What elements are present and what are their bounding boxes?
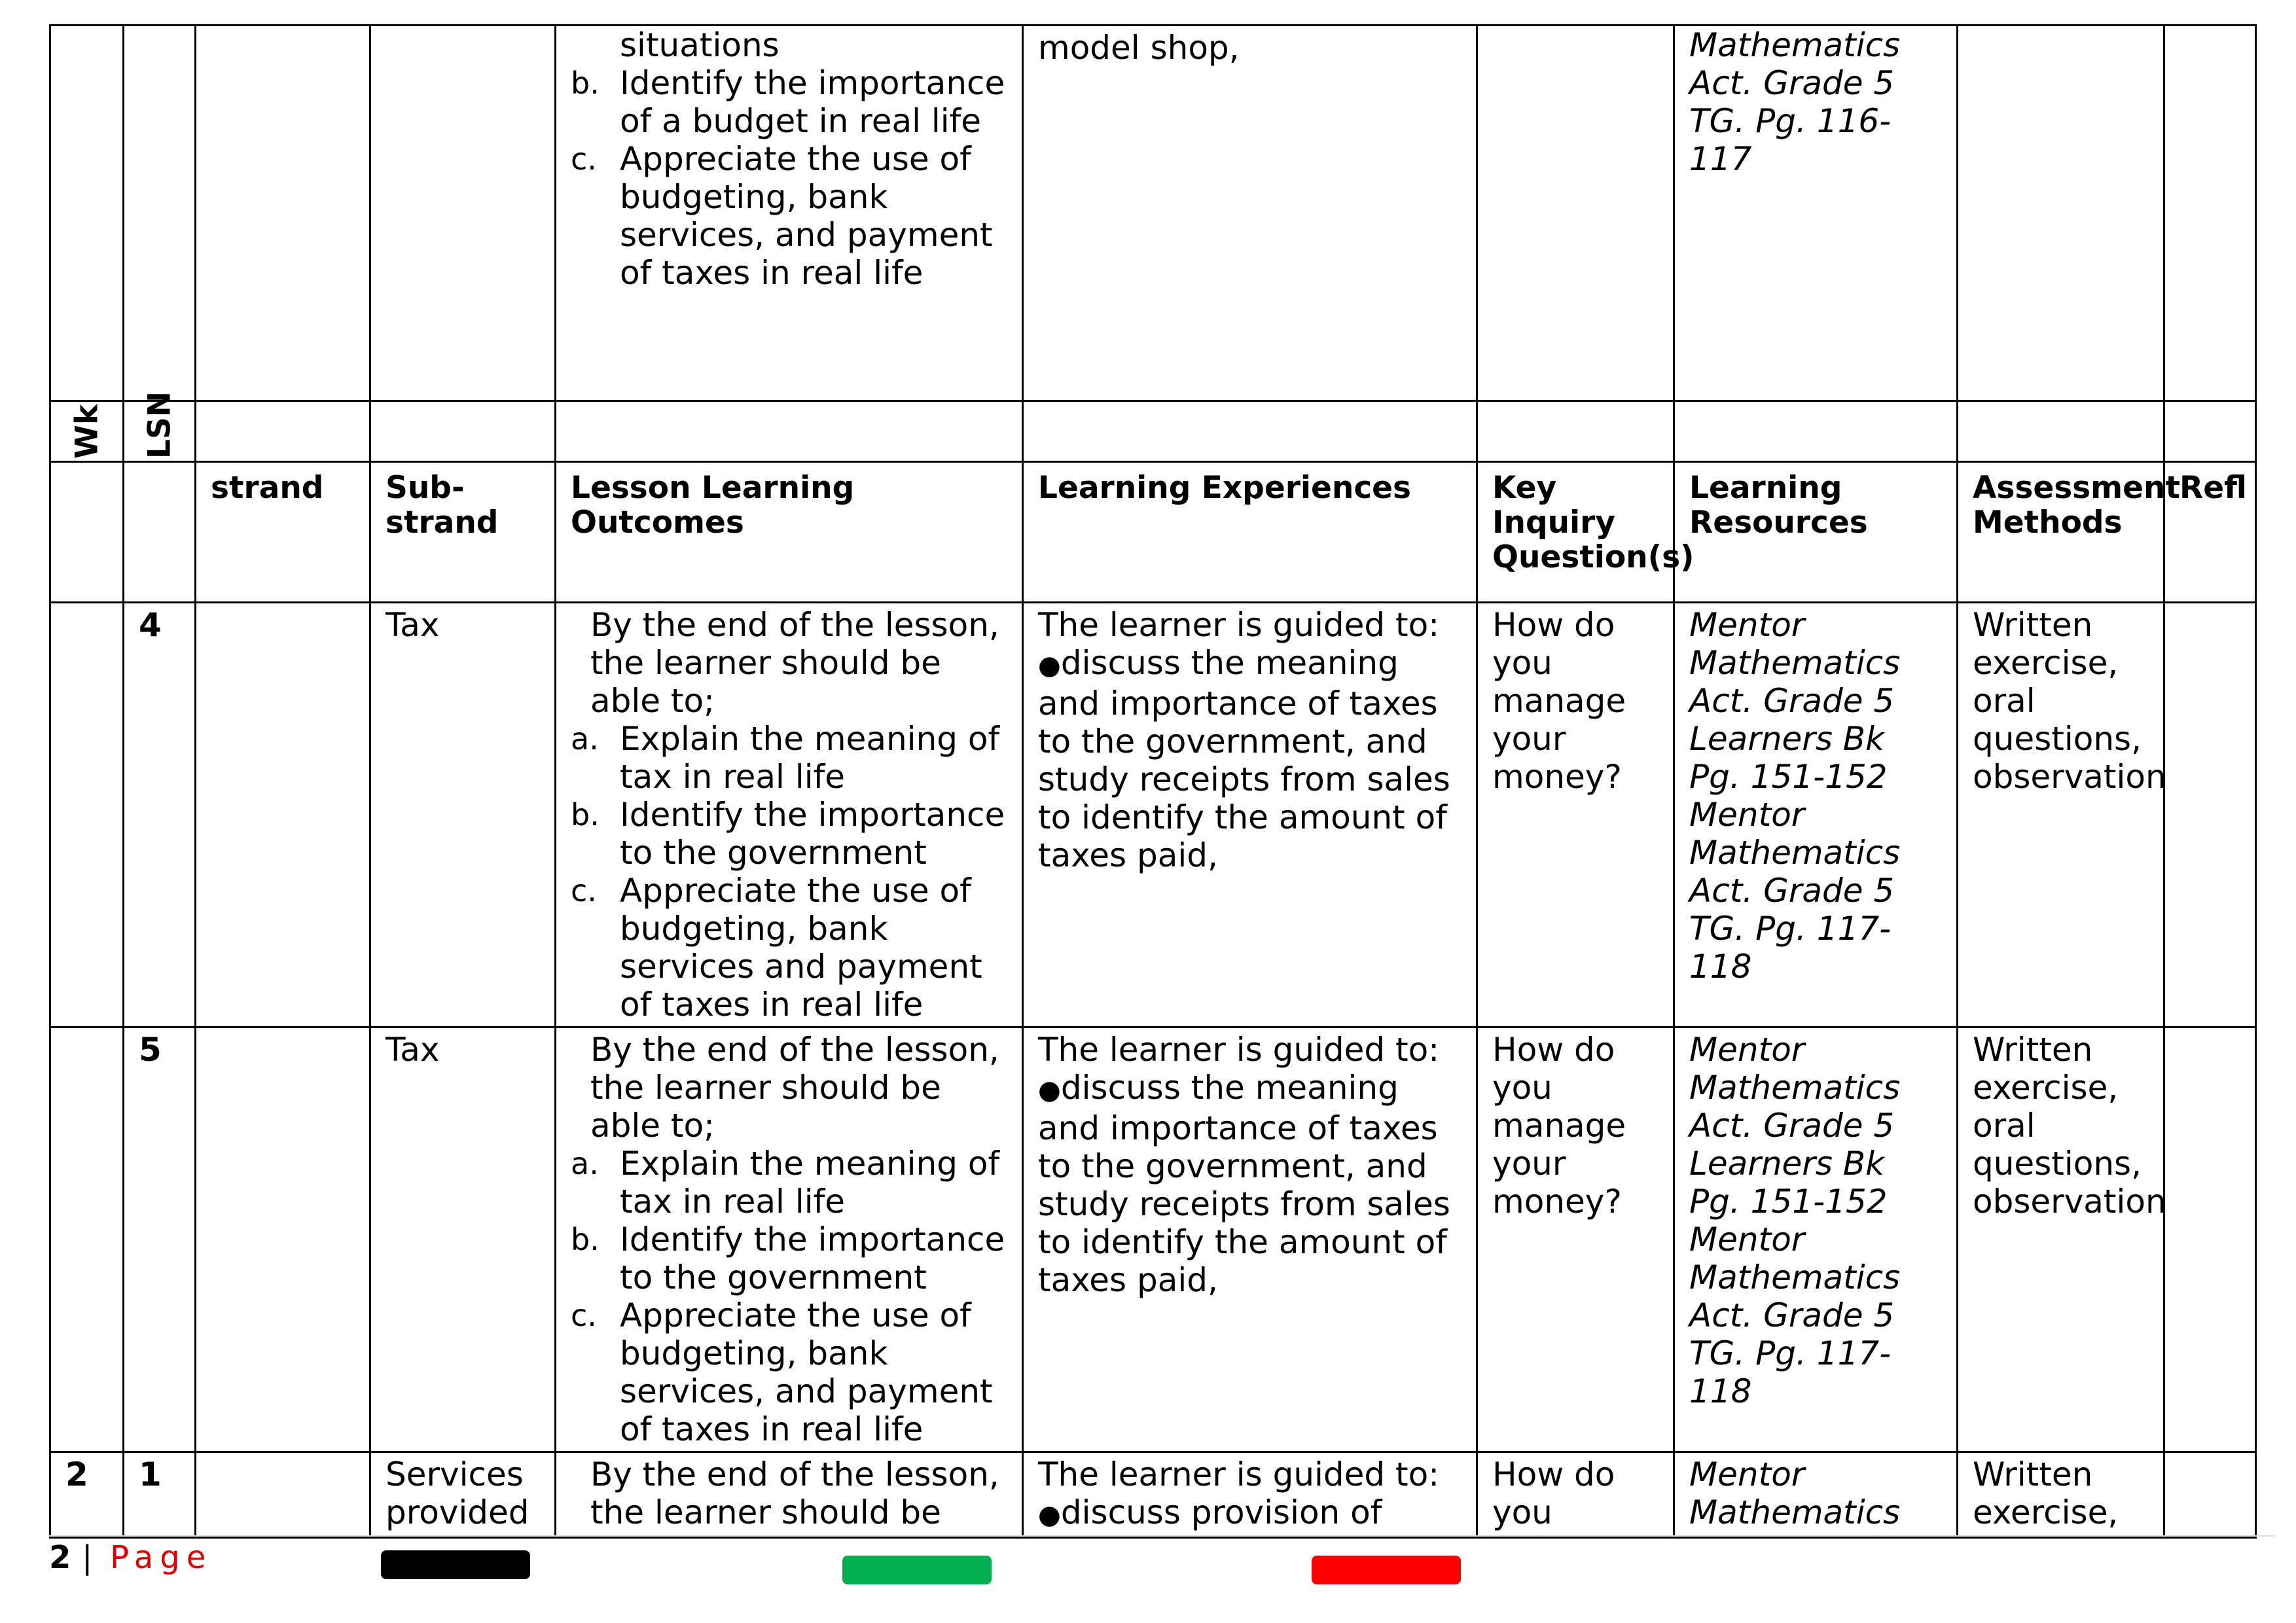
bullet-icon	[1038, 1493, 1061, 1531]
outcomes-cell	[556, 1027, 1023, 1452]
outcome-list	[571, 64, 1009, 292]
green-marker-swatch	[842, 1556, 992, 1584]
spacer-row	[50, 401, 2256, 462]
header-row	[50, 462, 2256, 603]
reflection-cell	[2164, 1027, 2256, 1452]
experience-lead: The learner is guided to:	[1038, 1455, 1440, 1493]
outcome-list	[571, 1145, 1009, 1448]
assessment-cell: Written exercise, oral questions, observation	[1958, 603, 2164, 1027]
bullet-icon	[1038, 1069, 1061, 1107]
strand-cell	[196, 1027, 370, 1452]
experience-bullet: ● discuss the meaning and importance of taxes to the government, and study receipts from sales to identify the amount of taxes paid,	[1038, 1069, 1463, 1299]
header-resources: Learning Resources	[1674, 462, 1958, 603]
reflection-cell	[2164, 603, 2256, 1027]
experience-bullet: ● discuss the meaning and importance of taxes to the government, and study receipts from sales to identify the amount of taxes paid,	[1038, 644, 1463, 874]
footer-divider	[49, 1535, 2274, 1537]
inquiry-cell: How do you	[1477, 1452, 1674, 1538]
experiences-cell	[1023, 603, 1477, 1027]
outcome-item: c. Appreciate the use of budgeting, bank services, and payment of taxes in real life	[571, 1296, 993, 1448]
strand-cell	[196, 603, 370, 1027]
outcome-list	[571, 720, 1009, 1024]
outcomes-cell	[556, 26, 1023, 401]
lesson-number-cell: 1	[124, 1452, 196, 1538]
outcome-item: b. Identify the importance to the government	[571, 796, 1005, 872]
assessment-cell: Written exercise, oral questions, observation	[1958, 1027, 2164, 1452]
page-footer	[49, 1539, 212, 1576]
experiences-cell	[1023, 1452, 1477, 1538]
header-wk: Wk	[50, 462, 124, 603]
assessment-cell: Written exercise,	[1958, 1452, 2164, 1538]
header-experiences: Learning Experiences	[1023, 462, 1477, 603]
inquiry-cell: How do you manage your money?	[1477, 603, 1674, 1027]
outcome-item: b. Identify the importance of a budget in real life	[571, 64, 1005, 140]
outcome-item: b. Identify the importance to the government	[571, 1221, 1005, 1296]
week-cell: 2	[50, 1452, 124, 1538]
table-row	[50, 603, 2256, 1027]
outcome-item: a. Explain the meaning of tax in real life	[571, 1145, 1000, 1221]
lesson-number-cell: 5	[124, 1027, 196, 1452]
table-row	[50, 1027, 2256, 1452]
experience-lead: The learner is guided to:	[1038, 606, 1440, 644]
red-marker-swatch	[1312, 1556, 1461, 1584]
outcome-intro: By the end of the lesson, the learner should be	[590, 1455, 999, 1531]
page-separator: |	[82, 1539, 93, 1576]
experiences-cell: model shop,	[1023, 26, 1477, 401]
substrand-cell: Services provided	[370, 1452, 556, 1538]
resources-cell: Mathematics Act. Grade 5 TG. Pg. 116-117	[1674, 26, 1958, 401]
header-substrand: Sub-strand	[370, 462, 556, 603]
continuation-row	[50, 26, 2256, 401]
header-reflection: Refl	[2164, 462, 2256, 603]
experiences-cell	[1023, 1027, 1477, 1452]
week-cell	[50, 603, 124, 1027]
bullet-icon	[1038, 644, 1061, 682]
outcome-lead: situations	[620, 26, 780, 64]
week-cell	[50, 1027, 124, 1452]
resources-cell: Mentor Mathematics	[1674, 1452, 1958, 1538]
outcomes-cell	[556, 603, 1023, 1027]
header-lsn: LSN	[124, 462, 196, 603]
lesson-number-cell: 4	[124, 603, 196, 1027]
outcomes-cell	[556, 1452, 1023, 1538]
page-number: 2	[49, 1539, 71, 1576]
outcome-intro: By the end of the lesson, the learner should be able to;	[590, 606, 999, 720]
header-strand: strand	[196, 462, 370, 603]
outcome-item: a. Explain the meaning of tax in real life	[571, 720, 1000, 796]
table-row	[50, 1452, 2256, 1538]
outcome-intro: By the end of the lesson, the learner should be able to;	[590, 1031, 999, 1145]
experience-lead: The learner is guided to:	[1038, 1031, 1440, 1069]
header-assessment: Assessment Methods	[1958, 462, 2164, 603]
substrand-cell: Tax	[370, 1027, 556, 1452]
substrand-cell: Tax	[370, 603, 556, 1027]
header-outcomes: Lesson Learning Outcomes	[556, 462, 1023, 603]
outcome-item: c. Appreciate the use of budgeting, bank services and payment of taxes in real life	[571, 872, 982, 1024]
black-marker-swatch	[381, 1550, 530, 1579]
resources-cell: Mentor Mathematics Act. Grade 5 Learners Bk Pg. 151-152 Mentor Mathematics Act. Grade 5 TG. Pg. 117-118	[1674, 603, 1958, 1027]
inquiry-cell: How do you manage your money?	[1477, 1027, 1674, 1452]
header-inquiry: Key Inquiry Question(s)	[1477, 462, 1674, 603]
scheme-of-work-table	[49, 24, 2257, 1539]
strand-cell	[196, 1452, 370, 1538]
reflection-cell	[2164, 1452, 2256, 1538]
outcome-item: c. Appreciate the use of budgeting, bank services, and payment of taxes in real life	[571, 140, 993, 292]
experience-bullet: ● discuss provision of	[1038, 1493, 1463, 1534]
page-label: Page	[110, 1539, 213, 1576]
resources-cell: Mentor Mathematics Act. Grade 5 Learners Bk Pg. 151-152 Mentor Mathematics Act. Grade 5 TG. Pg. 117-118	[1674, 1027, 1958, 1452]
